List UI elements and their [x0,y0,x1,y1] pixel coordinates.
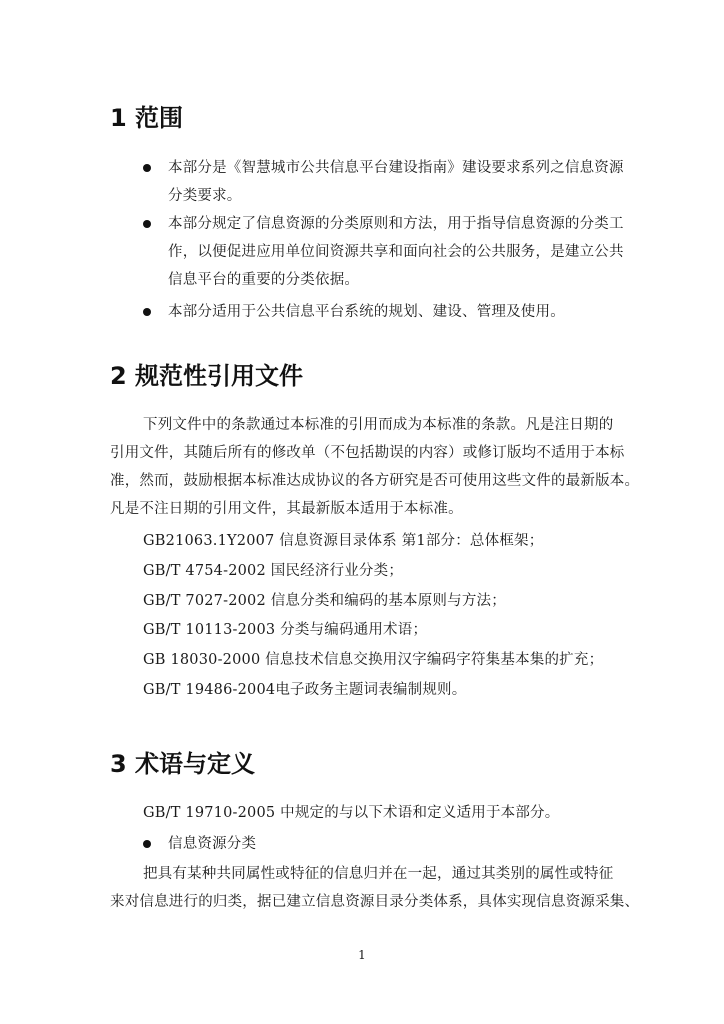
section-1-heading: 1 范围 [110,104,184,132]
reference-item: GB/T 19486-2004电子政务主题词表编制规则。 [143,682,467,698]
term-title: 信息资源分类 [168,836,257,852]
section-2-para-line-4: 凡是不注日期的引用文件，其最新版本适用于本标准。 [110,501,463,517]
bullet-dot [143,308,151,316]
bullet-dot [143,220,151,228]
bullet-3-line-1: 本部分适用于公共信息平台系统的规划、建设、管理及使用。 [168,304,565,320]
section-3-heading: 3 术语与定义 [110,750,256,778]
bullet-dot [143,840,151,848]
section-2-para-line-3: 准，然而，鼓励根据本标准达成协议的各方研究是否可使用这些文件的最新版本。 [110,473,640,489]
reference-item: GB/T 4754-2002 国民经济行业分类； [143,563,404,579]
bullet-2-line-1: 本部分规定了信息资源的分类原则和方法，用于指导信息资源的分类工 [168,216,624,232]
reference-item: GB/T 7027-2002 信息分类和编码的基本原则与方法； [143,593,506,609]
section-2-para-line-2: 引用文件，其随后所有的修改单（不包括勘误的内容）或修订版均不适用于本标 [110,445,625,461]
section-3-intro: GB/T 19710-2005 中规定的与以下术语和定义适用于本部分。 [143,805,560,821]
reference-item: GB21063.1Y2007 信息资源目录体系 第1部分：总体框架； [143,533,544,549]
page-number: 1 [358,948,366,962]
section-2-heading: 2 规范性引用文件 [110,362,304,390]
bullet-1-line-1: 本部分是《智慧城市公共信息平台建设指南》建设要求系列之信息资源 [168,160,624,176]
bullet-2-line-3: 信息平台的重要的分类依据。 [168,272,360,288]
section-3-para-line-2: 来对信息进行的归类，据已建立信息资源目录分类体系，具体实现信息资源采集、 [110,894,640,910]
bullet-1-line-2: 分类要求。 [168,188,242,204]
reference-item: GB 18030-2000 信息技术信息交换用汉字编码字符集基本集的扩充； [143,652,604,668]
bullet-dot [143,164,151,172]
section-3-para-line-1: 把具有某种共同属性或特征的信息归并在一起，通过其类别的属性或特征 [143,866,614,882]
bullet-2-line-2: 作，以便促进应用单位间资源共享和面向社会的公共服务，是建立公共 [168,244,624,260]
reference-item: GB/T 10113-2003 分类与编码通用术语； [143,622,428,638]
section-2-para-line-1: 下列文件中的条款通过本标准的引用而成为本标准的条款。凡是注日期的 [143,417,614,433]
